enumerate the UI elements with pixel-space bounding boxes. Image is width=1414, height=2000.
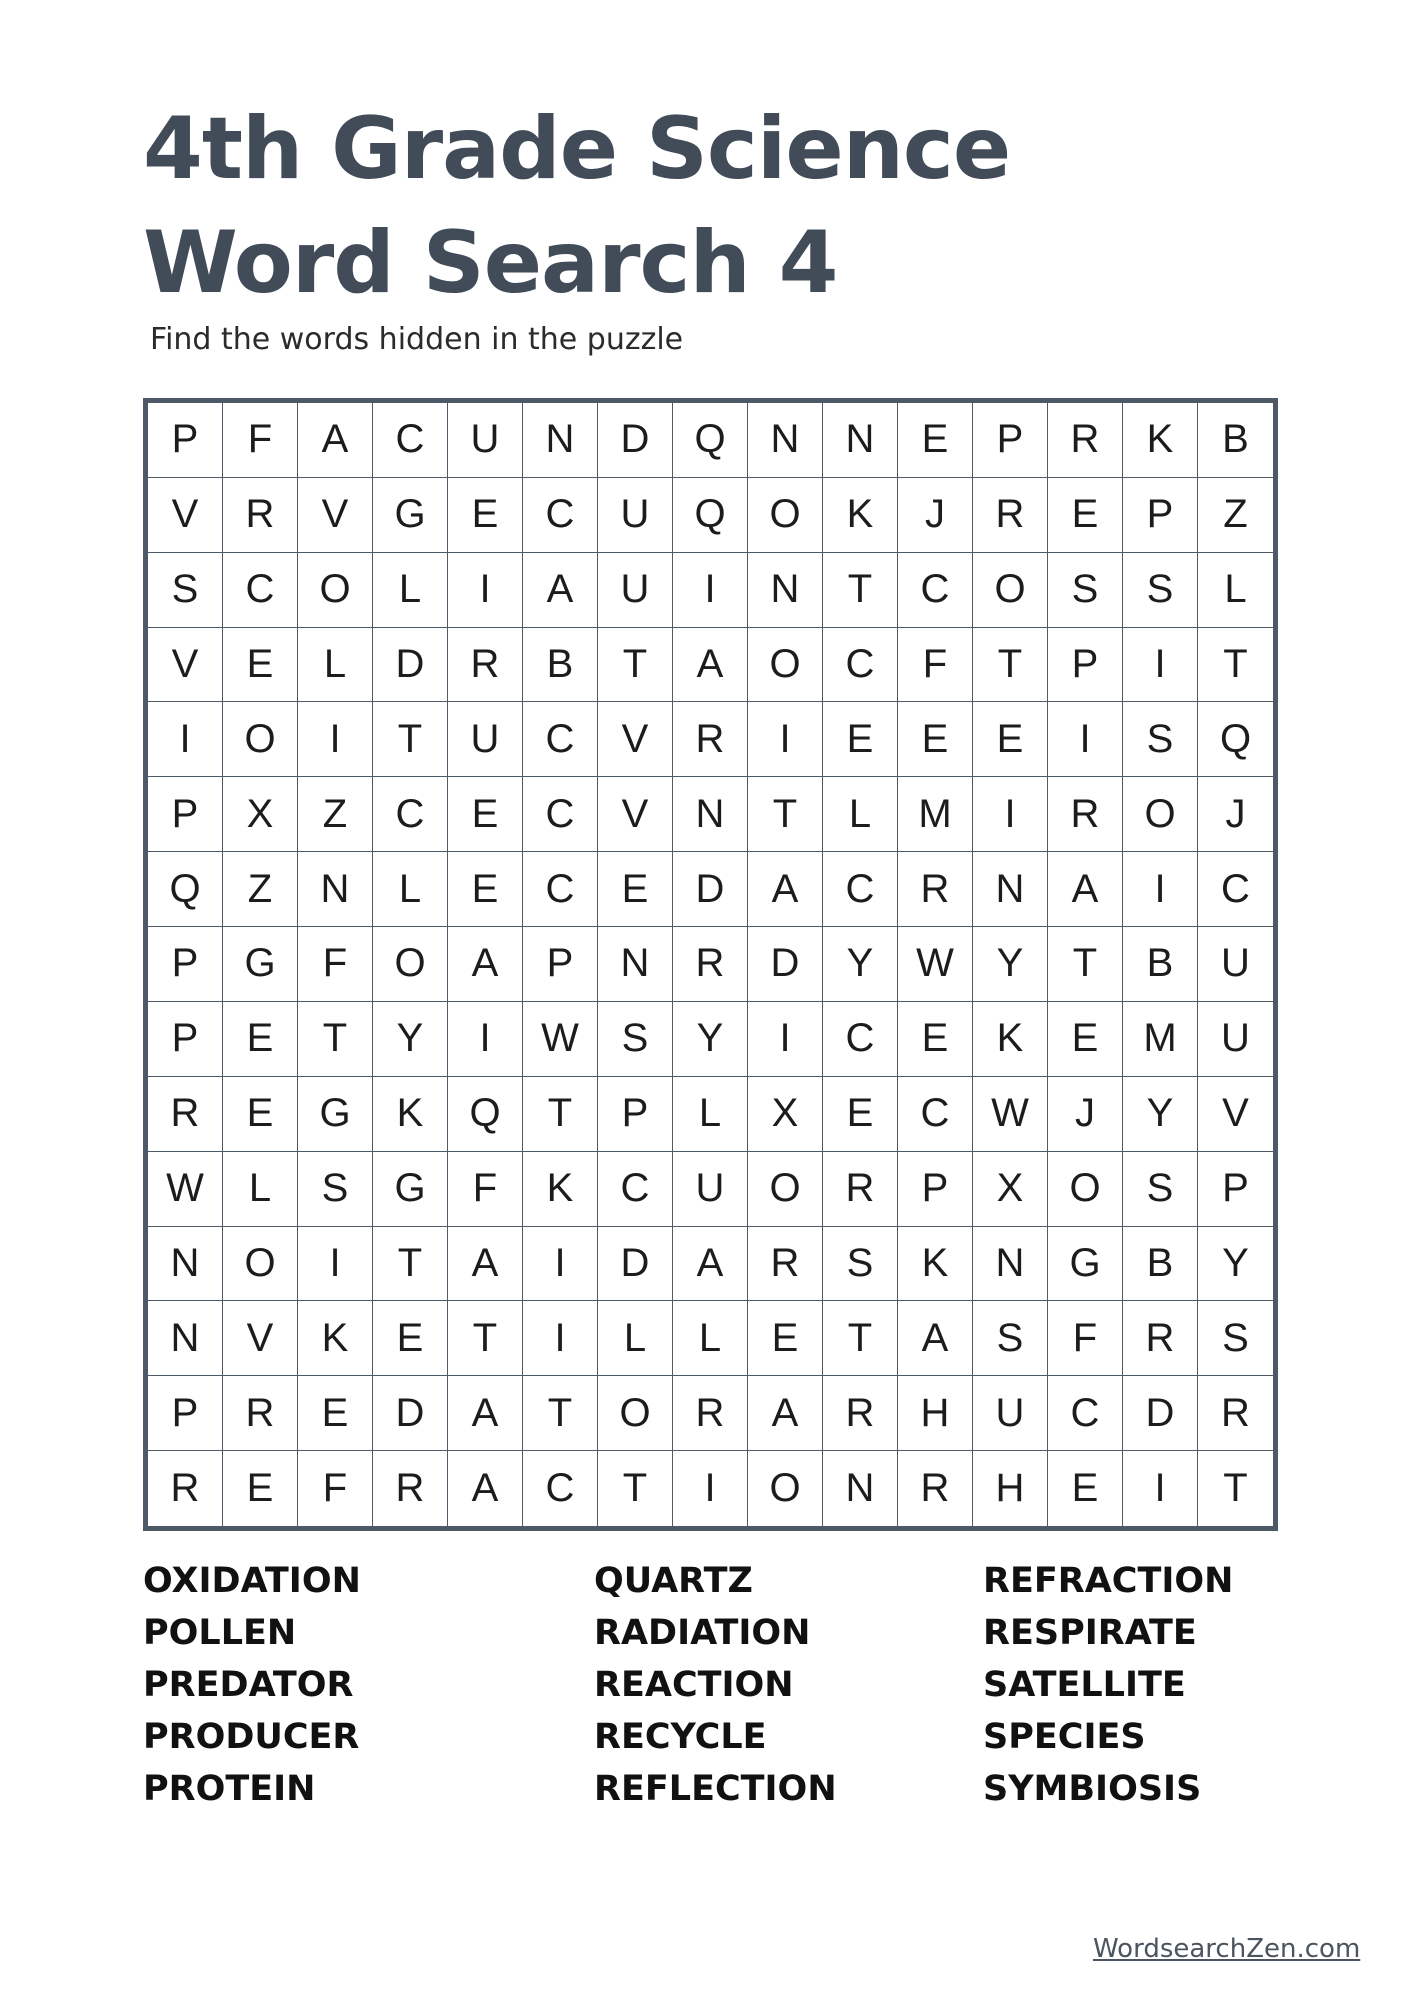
grid-cell[interactable]: F — [223, 403, 298, 478]
grid-cell[interactable]: T — [973, 628, 1048, 703]
grid-cell[interactable]: H — [973, 1451, 1048, 1526]
grid-cell[interactable]: R — [673, 1376, 748, 1451]
grid-cell[interactable]: L — [298, 628, 373, 703]
grid-cell[interactable]: K — [823, 478, 898, 553]
grid-cell[interactable]: A — [673, 628, 748, 703]
grid-cell[interactable]: E — [448, 852, 523, 927]
page-title — [143, 92, 1010, 320]
grid-cell[interactable]: O — [748, 628, 823, 703]
site-link[interactable]: WordsearchZen.com — [1093, 1934, 1361, 1964]
grid-cell[interactable]: C — [523, 702, 598, 777]
grid-cell[interactable]: R — [673, 702, 748, 777]
grid-cell[interactable]: C — [823, 852, 898, 927]
grid-cell[interactable]: R — [898, 1451, 973, 1526]
grid-cell[interactable]: C — [598, 1152, 673, 1227]
grid-cell[interactable]: S — [1123, 1152, 1198, 1227]
grid-cell[interactable]: R — [148, 1451, 223, 1526]
grid-cell[interactable]: C — [898, 1077, 973, 1152]
grid-cell[interactable]: N — [523, 403, 598, 478]
grid-cell[interactable]: T — [1048, 927, 1123, 1002]
grid-cell[interactable]: A — [748, 852, 823, 927]
grid-cell[interactable]: Z — [298, 777, 373, 852]
grid-cell[interactable]: U — [973, 1376, 1048, 1451]
grid-cell[interactable]: T — [748, 777, 823, 852]
grid-cell[interactable]: K — [898, 1227, 973, 1302]
grid-cell[interactable]: R — [223, 1376, 298, 1451]
grid-cell[interactable]: O — [748, 1451, 823, 1526]
grid-cell[interactable]: W — [148, 1152, 223, 1227]
grid-cell[interactable]: A — [1048, 852, 1123, 927]
grid-cell[interactable]: U — [448, 702, 523, 777]
grid-cell[interactable]: S — [1048, 553, 1123, 628]
grid-cell[interactable]: W — [523, 1002, 598, 1077]
grid-cell[interactable]: E — [223, 628, 298, 703]
grid-cell[interactable]: F — [898, 628, 973, 703]
grid-cell[interactable]: N — [973, 1227, 1048, 1302]
grid-cell[interactable]: G — [1048, 1227, 1123, 1302]
grid-cell[interactable]: V — [598, 777, 673, 852]
grid-cell[interactable]: I — [298, 1227, 373, 1302]
grid-cell[interactable]: V — [223, 1301, 298, 1376]
grid-cell[interactable]: P — [1198, 1152, 1273, 1227]
grid-cell[interactable]: P — [148, 403, 223, 478]
grid-cell[interactable]: E — [898, 403, 973, 478]
word-list-item: SYMBIOSIS — [983, 1769, 1202, 1809]
grid-cell[interactable]: L — [1198, 553, 1273, 628]
grid-cell[interactable]: Y — [1198, 1227, 1273, 1302]
grid-cell[interactable]: A — [748, 1376, 823, 1451]
grid-cell[interactable]: O — [1048, 1152, 1123, 1227]
grid-cell[interactable]: E — [973, 702, 1048, 777]
grid-cell[interactable]: Y — [823, 927, 898, 1002]
grid-cell[interactable]: P — [523, 927, 598, 1002]
grid-cell[interactable]: V — [148, 478, 223, 553]
instructions: Find the words hidden in the puzzle — [150, 322, 684, 357]
grid-cell[interactable]: P — [973, 403, 1048, 478]
grid-cell[interactable]: P — [148, 777, 223, 852]
grid-cell[interactable]: E — [1048, 478, 1123, 553]
word-list-item: PRODUCER — [143, 1717, 360, 1757]
grid-cell[interactable]: K — [1123, 403, 1198, 478]
grid-cell[interactable]: L — [823, 777, 898, 852]
grid-cell[interactable]: W — [898, 927, 973, 1002]
grid-cell[interactable]: N — [148, 1227, 223, 1302]
grid-cell[interactable]: B — [1198, 403, 1273, 478]
grid-cell[interactable]: C — [1198, 852, 1273, 927]
grid-cell[interactable]: G — [298, 1077, 373, 1152]
grid-cell[interactable]: Y — [373, 1002, 448, 1077]
grid-cell[interactable]: E — [1048, 1451, 1123, 1526]
grid-cell[interactable]: E — [748, 1301, 823, 1376]
grid-cell[interactable]: I — [1048, 702, 1123, 777]
grid-cell[interactable]: R — [823, 1376, 898, 1451]
word-list-column-1 — [143, 1555, 361, 1815]
word-list-column-3 — [983, 1555, 1233, 1815]
grid-cell[interactable]: T — [1223, 1466, 1248, 1511]
grid-cell[interactable]: C — [523, 1451, 598, 1526]
word-list-item: SATELLITE — [983, 1665, 1186, 1705]
grid-cell[interactable]: B — [523, 628, 598, 703]
grid-cell[interactable]: G — [373, 1152, 448, 1227]
grid-cell[interactable]: O — [223, 702, 298, 777]
grid-cell[interactable]: R — [223, 478, 298, 553]
grid-cell[interactable]: M — [898, 777, 973, 852]
grid-cell[interactable]: P — [1048, 628, 1123, 703]
grid-cell[interactable]: B — [1123, 927, 1198, 1002]
grid-cell[interactable]: E — [223, 1002, 298, 1077]
word-list-item: SPECIES — [983, 1717, 1146, 1757]
grid-cell[interactable]: Z — [1198, 478, 1273, 553]
grid-cell[interactable]: A — [448, 1376, 523, 1451]
grid-cell[interactable]: O — [598, 1376, 673, 1451]
word-list-item: REACTION — [594, 1665, 794, 1705]
grid-cell[interactable]: Y — [973, 927, 1048, 1002]
grid-cell[interactable]: S — [1198, 1301, 1273, 1376]
grid-cell[interactable]: P — [598, 1077, 673, 1152]
grid-cell[interactable]: R — [673, 927, 748, 1002]
grid-cell[interactable]: Y — [673, 1002, 748, 1077]
grid-cell[interactable]: V — [598, 702, 673, 777]
grid-cell[interactable]: Q — [1198, 702, 1273, 777]
grid-cell[interactable]: O — [973, 553, 1048, 628]
grid-cell[interactable]: C — [523, 777, 598, 852]
word-list-item: PROTEIN — [143, 1769, 316, 1809]
grid-cell[interactable]: P — [898, 1152, 973, 1227]
grid-cell[interactable]: F — [1048, 1301, 1123, 1376]
grid-cell[interactable]: T — [1198, 628, 1273, 703]
grid-cell[interactable]: D — [598, 1227, 673, 1302]
grid-cell[interactable]: O — [748, 1152, 823, 1227]
grid-cell[interactable]: R — [823, 1152, 898, 1227]
grid-cell[interactable]: L — [373, 553, 448, 628]
grid-cell[interactable]: L — [598, 1301, 673, 1376]
grid-cell[interactable]: T — [298, 1002, 373, 1077]
grid-cell[interactable]: S — [1123, 553, 1198, 628]
grid-cell[interactable]: R — [973, 478, 1048, 553]
grid-cell[interactable]: U — [1198, 1002, 1273, 1077]
grid-cell[interactable]: N — [748, 553, 823, 628]
grid-cell[interactable]: P — [148, 927, 223, 1002]
grid-cell[interactable]: C — [823, 628, 898, 703]
grid-cell[interactable]: S — [298, 1152, 373, 1227]
grid-cell[interactable]: G — [373, 478, 448, 553]
grid-cell[interactable]: L — [223, 1152, 298, 1227]
title-line-2: Word Search 4 — [143, 213, 838, 313]
grid-cell[interactable]: F — [448, 1152, 523, 1227]
grid-cell[interactable]: T — [523, 1376, 598, 1451]
grid-cell[interactable]: A — [673, 1227, 748, 1302]
grid-cell[interactable]: S — [598, 1002, 673, 1077]
grid-cell[interactable]: S — [1123, 702, 1198, 777]
puzzle-grid — [143, 398, 1278, 1531]
grid-cell[interactable]: C — [223, 553, 298, 628]
grid-cell[interactable]: J — [1048, 1077, 1123, 1152]
grid-cell[interactable]: I — [1123, 628, 1198, 703]
grid-cell[interactable]: X — [748, 1077, 823, 1152]
grid-cell[interactable]: A — [448, 927, 523, 1002]
grid-cell[interactable]: N — [598, 927, 673, 1002]
grid-cell[interactable]: R — [748, 1227, 823, 1302]
grid-cell[interactable]: E — [1048, 1002, 1123, 1077]
grid-cell[interactable]: R — [373, 1451, 448, 1526]
grid-cell[interactable]: C — [373, 403, 448, 478]
grid-cell[interactable]: I — [523, 1227, 598, 1302]
word-list-item: OXIDATION — [143, 1561, 361, 1601]
word-list-item: PREDATOR — [143, 1665, 354, 1705]
grid-cell[interactable]: T — [373, 702, 448, 777]
grid-cell[interactable]: I — [1123, 852, 1198, 927]
grid-cell[interactable]: I — [1123, 1451, 1198, 1526]
grid-cell[interactable]: I — [673, 553, 748, 628]
grid-cell[interactable]: A — [448, 1227, 523, 1302]
grid-cell[interactable]: A — [523, 553, 598, 628]
grid-cell[interactable]: K — [373, 1077, 448, 1152]
grid-cell[interactable]: Y — [1123, 1077, 1198, 1152]
grid-cell[interactable]: C — [523, 478, 598, 553]
grid-cell[interactable]: C — [373, 777, 448, 852]
word-list-item: RADIATION — [594, 1613, 811, 1653]
grid-cell[interactable]: P — [148, 1376, 223, 1451]
grid-cell[interactable]: I — [523, 1301, 598, 1376]
grid-cell[interactable]: I — [148, 702, 223, 777]
word-list-item: RECYCLE — [594, 1717, 767, 1757]
grid-cell[interactable]: N — [148, 1301, 223, 1376]
grid-cell[interactable]: N — [673, 777, 748, 852]
grid-cell[interactable]: I — [973, 777, 1048, 852]
grid-cell[interactable]: O — [373, 927, 448, 1002]
grid-cell[interactable]: A — [298, 403, 373, 478]
grid-cell[interactable]: A — [448, 1451, 523, 1526]
grid-cell[interactable]: L — [673, 1077, 748, 1152]
grid-cell[interactable]: J — [898, 478, 973, 553]
grid-cell[interactable]: T — [598, 1451, 673, 1526]
grid-cell[interactable]: R — [448, 628, 523, 703]
grid-cell[interactable]: E — [598, 852, 673, 927]
grid-cell[interactable]: T — [373, 1227, 448, 1302]
grid-cell[interactable]: I — [748, 702, 823, 777]
grid-cell[interactable]: U — [598, 553, 673, 628]
grid-cell[interactable]: E — [223, 1077, 298, 1152]
grid-cell[interactable]: M — [1123, 1002, 1198, 1077]
grid-cell[interactable]: L — [673, 1301, 748, 1376]
grid-cell[interactable]: R — [1123, 1301, 1198, 1376]
grid-cell[interactable]: E — [448, 478, 523, 553]
grid-cell[interactable]: N — [298, 852, 373, 927]
grid-cell[interactable]: X — [973, 1152, 1048, 1227]
grid-cell[interactable]: T — [598, 628, 673, 703]
grid-cell[interactable]: Q — [448, 1077, 523, 1152]
grid-cell[interactable]: B — [1123, 1227, 1198, 1302]
grid-cell[interactable]: I — [298, 702, 373, 777]
grid-cell[interactable]: D — [748, 927, 823, 1002]
word-list-item: REFRACTION — [983, 1561, 1234, 1601]
grid-cell[interactable]: I — [448, 1002, 523, 1077]
word-list-item: REFLECTION — [594, 1769, 837, 1809]
grid-cell[interactable]: F — [298, 1451, 373, 1526]
grid-cell[interactable]: T — [448, 1301, 523, 1376]
grid-cell[interactable]: Q — [148, 852, 223, 927]
grid-cell[interactable]: X — [223, 777, 298, 852]
grid-cell[interactable]: D — [373, 628, 448, 703]
grid-cell[interactable]: E — [898, 702, 973, 777]
grid-cell[interactable]: D — [373, 1376, 448, 1451]
word-list-item: QUARTZ — [594, 1561, 753, 1601]
grid-cell[interactable]: V — [298, 478, 373, 553]
grid-cell[interactable]: E — [373, 1301, 448, 1376]
grid-cell[interactable]: C — [823, 1002, 898, 1077]
grid-cell[interactable]: S — [148, 553, 223, 628]
grid-cell[interactable]: J — [1198, 777, 1273, 852]
grid-cell[interactable]: E — [223, 1451, 298, 1526]
grid-cell[interactable]: W — [973, 1077, 1048, 1152]
grid-cell[interactable]: U — [448, 403, 523, 478]
grid-cell[interactable]: E — [298, 1376, 373, 1451]
grid-cell[interactable]: Q — [673, 478, 748, 553]
grid-cell[interactable]: U — [598, 478, 673, 553]
grid-cell[interactable]: A — [898, 1301, 973, 1376]
grid-cell[interactable]: C — [1048, 1376, 1123, 1451]
grid-cell[interactable]: D — [598, 403, 673, 478]
grid-cell[interactable]: R — [148, 1077, 223, 1152]
grid-cell[interactable]: Q — [673, 403, 748, 478]
grid-cell[interactable]: U — [1198, 927, 1273, 1002]
grid-cell[interactable]: E — [823, 1077, 898, 1152]
grid-cell[interactable]: V — [1198, 1077, 1273, 1152]
grid-cell[interactable]: O — [223, 1227, 298, 1302]
grid-cell[interactable]: C — [523, 852, 598, 927]
grid-cell[interactable]: U — [673, 1152, 748, 1227]
grid-cell[interactable]: K — [298, 1301, 373, 1376]
grid-cell[interactable]: I — [448, 553, 523, 628]
grid-cell[interactable]: E — [448, 777, 523, 852]
grid-cell[interactable]: V — [148, 628, 223, 703]
grid-cell[interactable]: S — [823, 1227, 898, 1302]
grid-cell[interactable]: T — [823, 1301, 898, 1376]
word-list-item: POLLEN — [143, 1613, 297, 1653]
title-line-1: 4th Grade Science — [143, 99, 1011, 199]
grid-cell[interactable]: D — [673, 852, 748, 927]
grid-cell[interactable]: R — [1048, 777, 1123, 852]
grid-cell[interactable]: T — [523, 1077, 598, 1152]
grid-cell[interactable]: H — [898, 1376, 973, 1451]
grid-cell[interactable]: R — [1198, 1376, 1273, 1451]
grid-cell[interactable]: N — [823, 403, 898, 478]
grid-cell[interactable]: O — [748, 478, 823, 553]
grid-cell[interactable]: T — [823, 553, 898, 628]
grid-cell[interactable]: F — [298, 927, 373, 1002]
grid-cell[interactable]: R — [898, 852, 973, 927]
grid-cell[interactable]: I — [748, 1002, 823, 1077]
grid-cell[interactable]: N — [973, 852, 1048, 927]
word-list-column-2 — [594, 1555, 837, 1815]
grid-cell[interactable]: E — [823, 702, 898, 777]
grid-cell[interactable]: P — [148, 1002, 223, 1077]
grid-cell[interactable]: O — [1123, 777, 1198, 852]
grid-cell[interactable]: O — [298, 553, 373, 628]
word-list-item: RESPIRATE — [983, 1613, 1197, 1653]
grid-cell[interactable]: D — [1123, 1376, 1198, 1451]
grid-cell[interactable]: L — [373, 852, 448, 927]
grid-cell[interactable]: G — [223, 927, 298, 1002]
grid-cell[interactable]: P — [1123, 478, 1198, 553]
grid-cell[interactable]: K — [523, 1152, 598, 1227]
grid-cell[interactable]: N — [823, 1451, 898, 1526]
grid-cell[interactable]: C — [898, 553, 973, 628]
grid-cell[interactable]: E — [898, 1002, 973, 1077]
grid-cell[interactable]: S — [973, 1301, 1048, 1376]
grid-cell[interactable]: K — [973, 1002, 1048, 1077]
grid-cell[interactable]: I — [673, 1451, 748, 1526]
grid-cell[interactable]: R — [1048, 403, 1123, 478]
grid-cell[interactable]: Z — [223, 852, 298, 927]
grid-cell[interactable]: N — [748, 403, 823, 478]
